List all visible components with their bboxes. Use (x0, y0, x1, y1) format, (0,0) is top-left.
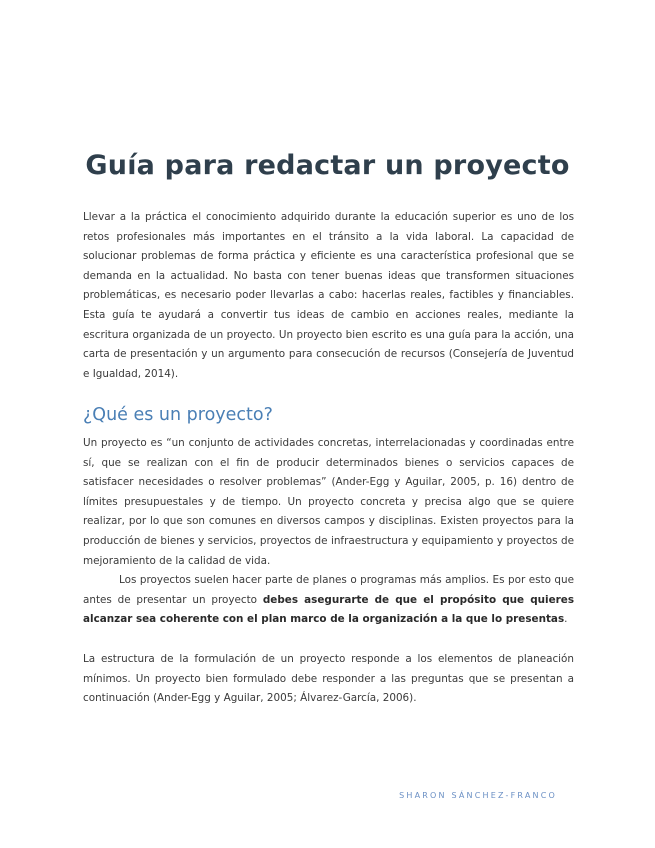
footer-author: SHARON SÁNCHEZ-FRANCO (399, 791, 557, 800)
structure-paragraph: La estructura de la formulación de un proyecto responde a los elementos de planeación mínimos. Un proyecto bien formulado debe responder a las preguntas que se presentan a continuación (Ander-Egg y Aguilar, 2005; Álvarez-García, 2006). (83, 653, 574, 705)
plans-paragraph-start: Los proyectos suelen hacer parte de planes o programas más amplios. Es por esto que antes de presentar un proyecto (83, 574, 574, 606)
intro-paragraph: Llevar a la práctica el conocimiento adquirido durante la educación superior es uno de los retos profesionales más importantes en el tránsito a la vida laboral. La capacidad de solucionar problemas de forma práctica y eficiente es una característica profesional que se demanda en la actualidad. No basta con tener buenas ideas que transformen situaciones problemáticas, es necesario poder llevarlas a cabo: hacerlas reales, factibles y financiables. Esta guía te ayudará a convertir tus ideas de cambio en acciones reales, mediante la escritura organizada de un proyecto. Un proyecto bien escrito es una guía para la acción, una carta de presentación y un argumento para consecución de recursos (Consejería de Juventud e Igualdad, 2014). (83, 211, 574, 380)
definition-paragraph: Un proyecto es “un conjunto de actividades concretas, interrelacionadas y coordinadas entre sí, que se realizan con el fin de producir determinados bienes o servicios capaces de satisfacer necesidades o resolver problemas” (Ander-Egg y Aguilar, 2005, p. 16) dentro de límites presupuestales y de tiempo. Un proyecto concreta y precisa algo que se quiere realizar, por lo que son comunes en diversos campos y disciplinas. Existen proyectos para la producción de bienes y servicios, proyectos de infraestructura y equipamiento y proyectos de mejoramiento de la calidad de vida. (83, 437, 574, 567)
document-title: Guía para redactar un proyecto (85, 150, 570, 181)
section-heading: ¿Qué es un proyecto? (83, 405, 273, 425)
plans-paragraph-end: . (564, 613, 568, 626)
plans-paragraph-emphasis: debes asegurarte de que el propósito que quieres alcanzar sea coherente con el plan marco de la organización a la que lo presentas (83, 593, 575, 626)
plans-paragraph (83, 571, 574, 630)
